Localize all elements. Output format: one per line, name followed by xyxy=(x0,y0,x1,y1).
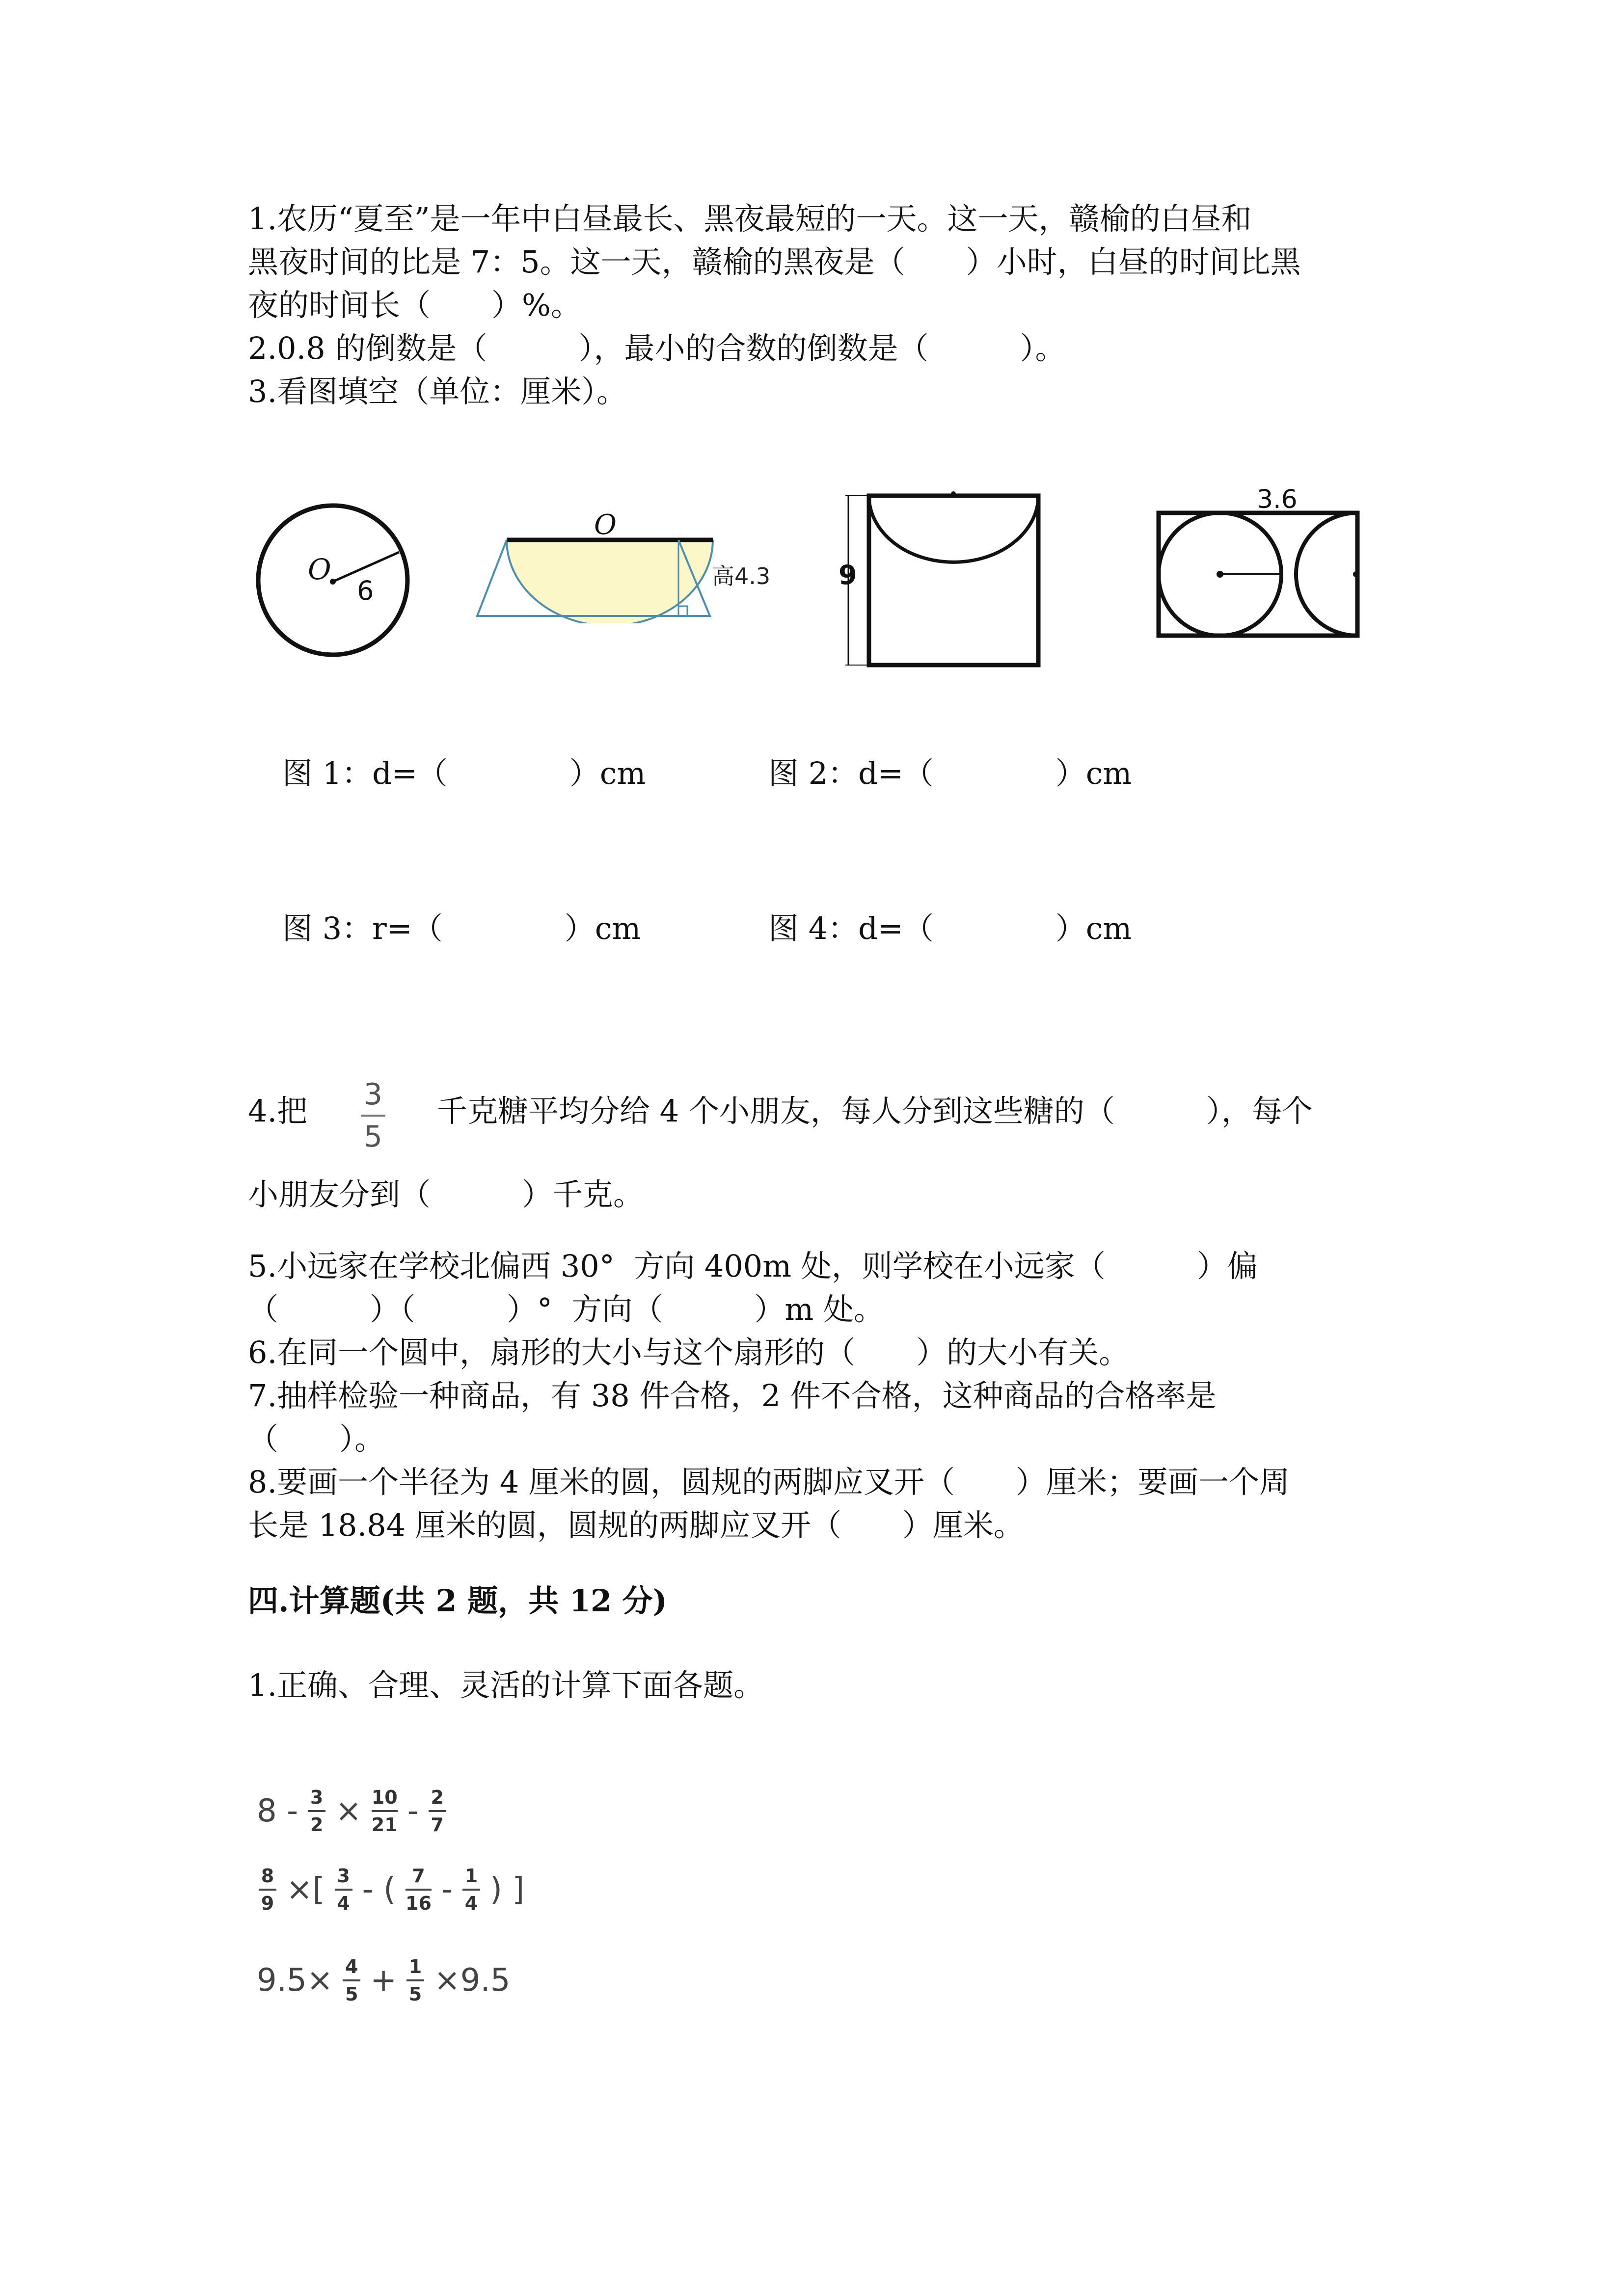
expr2-op-1: ×[ xyxy=(286,1871,325,1908)
caption-figure-3: 图 3：r=（ ）cm xyxy=(282,910,641,946)
q7-line1: 7.抽样检验一种商品，有 38 件合格，2 件不合格，这种商品的合格率是 xyxy=(248,1378,1217,1414)
expr3-frac-1: 4 5 xyxy=(337,1956,366,2005)
expr2-frac-1: 8 9 xyxy=(253,1865,282,1914)
figure-1-circle xyxy=(248,496,420,663)
q4-fraction-bar xyxy=(361,1115,385,1117)
q4-prefix: 4.把 xyxy=(248,1093,308,1129)
expr3-term-1: 9.5× xyxy=(257,1962,333,1999)
figure-3-square-semicircle xyxy=(835,486,1051,672)
figure-2-center-label: O xyxy=(594,509,617,541)
expr1-term: 8 - xyxy=(257,1793,298,1829)
expr2-op-3: - xyxy=(441,1871,453,1908)
expr2-frac-4: 1 4 xyxy=(457,1865,486,1914)
q8-line1: 8.要画一个半径为 4 厘米的圆，圆规的两脚应叉开（ ）厘米；要画一个周 xyxy=(248,1464,1290,1500)
expr3-term-2: ×9.5 xyxy=(434,1962,511,1999)
figure-3-side-label: 9 xyxy=(839,560,857,590)
q1-line1: 1.农历“夏至”是一年中白昼最长、黑夜最短的一天。这一天，赣榆的白昼和 xyxy=(248,201,1252,237)
figure-4-width-label: 3.6 xyxy=(1257,485,1298,514)
q2-text: 2.0.8 的倒数是（ ），最小的合数的倒数是（ ）。 xyxy=(248,330,1066,366)
expr1-op-1: × xyxy=(335,1793,362,1829)
figure-2-height-label: 高4.3 xyxy=(712,563,771,589)
expr2-frac-3: 7 16 xyxy=(406,1865,432,1914)
q7-line2: （ ）。 xyxy=(248,1421,385,1457)
q4-suffix: 千克糖平均分给 4 个小朋友，每人分到这些糖的（ ），每个 xyxy=(437,1093,1313,1129)
expression-1 xyxy=(253,1777,452,1845)
q5-line1: 5.小远家在学校北偏西 30° 方向 400m 处，则学校在小远家（ ）偏 xyxy=(248,1248,1258,1284)
expr1-op-2: - xyxy=(407,1793,419,1829)
figure-4-rectangle-circles xyxy=(1154,483,1370,645)
expression-2 xyxy=(253,1855,528,1924)
q3-text: 3.看图填空（单位：厘米）。 xyxy=(248,374,627,409)
figure-2-semicircle-trapezoid xyxy=(471,506,785,623)
q4-fraction xyxy=(361,1077,385,1154)
q1-line2: 黑夜时间的比是 7：5。这一天，赣榆的黑夜是（ ）小时，白昼的时间比黑 xyxy=(248,244,1301,280)
q4-fraction-numerator: 3 xyxy=(363,1077,383,1112)
q1-line3: 夜的时间长（ ）%。 xyxy=(248,287,581,323)
expr2-close: ) ] xyxy=(489,1871,525,1908)
expr1-frac-1: 3 2 xyxy=(302,1787,331,1836)
q8-line2: 长是 18.84 厘米的圆，圆规的两脚应叉开（ ）厘米。 xyxy=(248,1507,1024,1543)
section-4-heading: 四.计算题(共 2 题，共 12 分) xyxy=(248,1583,668,1619)
expression-3 xyxy=(253,1946,514,2015)
expr2-frac-2: 3 4 xyxy=(329,1865,358,1914)
q4-fraction-denominator: 5 xyxy=(363,1120,383,1154)
expr1-frac-3: 2 7 xyxy=(423,1787,452,1836)
figure-1-radius-label: 6 xyxy=(357,575,374,606)
section-4-q1: 1.正确、合理、灵活的计算下面各题。 xyxy=(248,1667,764,1703)
q6-text: 6.在同一个圆中，扇形的大小与这个扇形的（ ）的大小有关。 xyxy=(248,1335,1130,1370)
expr1-frac-2: 10 21 xyxy=(371,1787,398,1836)
caption-figure-4: 图 4：d=（ ）cm xyxy=(768,910,1132,946)
figure-1-center-label: O xyxy=(308,553,331,586)
expr3-op-1: + xyxy=(370,1962,397,1999)
expr3-frac-2: 1 5 xyxy=(401,1956,430,2005)
q5-line2: （ ）（ ）° 方向（ ）m 处。 xyxy=(248,1291,884,1327)
caption-figure-2: 图 2：d=（ ）cm xyxy=(768,755,1132,791)
q4-line2: 小朋友分到（ ）千克。 xyxy=(248,1176,644,1212)
caption-figure-1: 图 1：d=（ ）cm xyxy=(282,755,646,791)
expr2-op-2: - ( xyxy=(362,1871,396,1908)
